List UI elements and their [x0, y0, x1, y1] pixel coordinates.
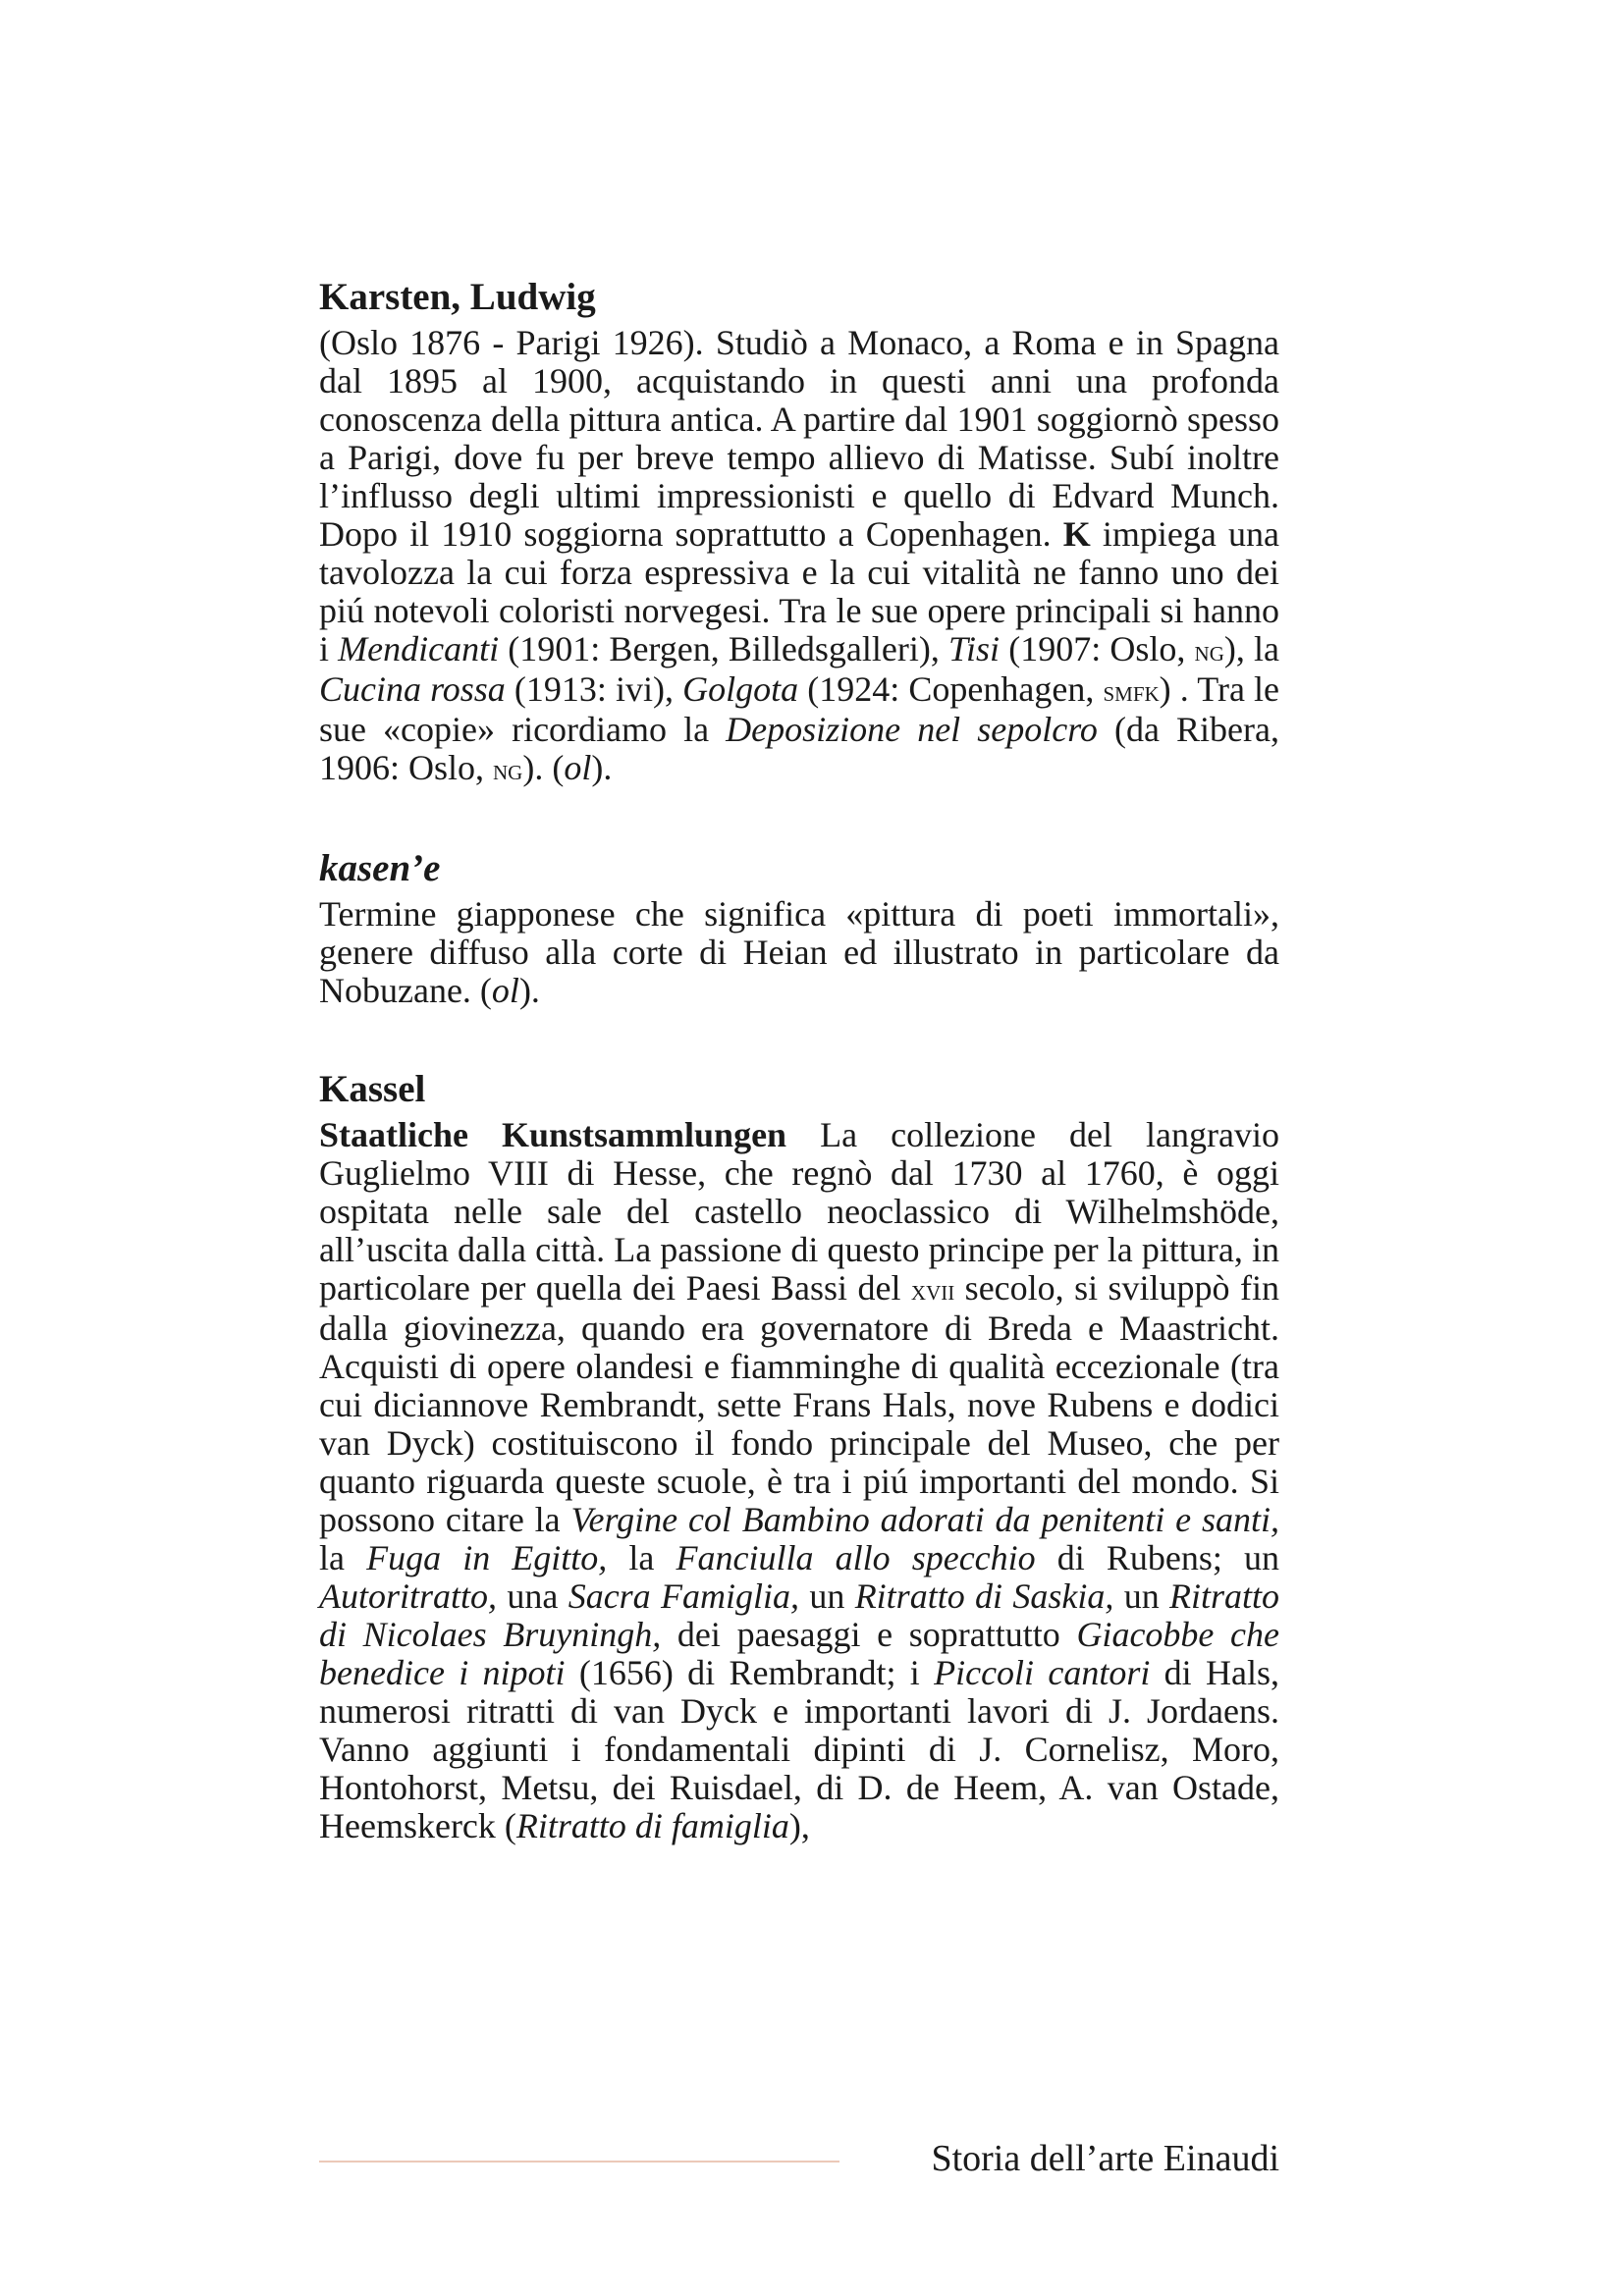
text-run: (1656) di Rembrandt; i [565, 1653, 935, 1692]
text-run: un [1113, 1576, 1170, 1616]
text-run: un [799, 1576, 855, 1616]
page-content [319, 275, 1279, 1902]
text-run: impiega una tavolozza la cui forza espressiva e la cui vitalità ne fanno uno dei piú notevoli coloristi norvegesi. Tra le sue opere principali si hanno i [319, 514, 1279, 668]
entry-kassel [319, 1067, 1279, 1845]
entry-kasene [319, 846, 1279, 1010]
italic-run: Deposizione nel sepolcro [726, 710, 1098, 749]
text-run: (1924: Copenhagen, [798, 669, 1104, 709]
text-run: (Oslo 1876 - Parigi 1926). Studiò a Monaco, a Roma e in Spagna dal 1895 al 1900, acquistando in questi anni una profonda conoscenza della pittura antica. A partire dal 1901 soggiornò spesso a Parigi, dove fu per breve tempo allievo di Matisse. Subí inoltre l’influsso degli ultimi impressionisti e quello di Edvard Munch. Dopo il 1910 soggiorna soprattutto a Copenhagen. [319, 323, 1279, 554]
abbreviation: ng [493, 754, 523, 786]
italic-run: Fanciulla allo specchio [676, 1538, 1036, 1577]
text-run: secolo, si sviluppò fin dalla giovinezza, quando era governatore di Breda e Maastricht. Acquisti di opere olandesi e fiamminghe di qualità eccezionale (tra cui diciannove Rembrandt, sette Frans Hals, nove Rubens e dodici van Dyck) costituiscono il fondo principale del Museo, che per quanto riguarda queste scuole, è tra i piú importanti del mondo. Si possono citare la [319, 1268, 1279, 1539]
footer-rule [319, 2161, 839, 2163]
italic-run: Piccoli cantori [934, 1653, 1151, 1692]
text-run: di Hals, numerosi ritratti di van Dyck e importanti lavori di J. Jordaens. Vanno aggiunti i fondamentali dipinti di J. Cornelisz, Moro, Hontohorst, Metsu, dei Ruisdael, di D. de Heem, A. van Ostade, Heemskerck ( [319, 1653, 1279, 1845]
text-run: (1907: Oslo, [1000, 629, 1195, 668]
italic-run: Sacra Famiglia, [568, 1576, 800, 1616]
text-run: Termine giapponese che significa «pittura di poeti immortali», genere diffuso alla corte di Heian ed illustrato in particolare da Nobuzane. ( [319, 894, 1279, 1010]
bold-run: K [1062, 514, 1091, 554]
text-run: (da Ribera, 1906: Oslo, [319, 710, 1279, 787]
text-run: una [497, 1576, 568, 1616]
text-run: la [607, 1538, 676, 1577]
text-run: ), [788, 1806, 810, 1845]
text-run: di Rubens; un [1035, 1538, 1279, 1577]
italic-run: Autoritratto, [319, 1576, 498, 1616]
italic-run: Ritratto di Nicolaes Bruyningh, [319, 1576, 1280, 1654]
text-run: (1901: Bergen, Billedsgalleri), [499, 629, 948, 668]
text-run: dei paesaggi e soprattutto [661, 1615, 1077, 1654]
italic-run: ol [491, 971, 519, 1010]
italic-run: Ritratto di Saskia, [854, 1576, 1114, 1616]
italic-run: Fuga in Egitto, [366, 1538, 608, 1577]
italic-run: Giacobbe che benedice i nipoti [319, 1615, 1280, 1692]
footer-publisher: Storia dell’arte Einaudi [931, 2138, 1279, 2179]
abbreviation: smfk [1103, 675, 1160, 708]
italic-run: Golgota [682, 669, 799, 709]
bold-run: Staatliche Kunstsammlungen [319, 1115, 787, 1154]
page-footer [319, 2137, 1279, 2184]
text-run: la [319, 1538, 367, 1577]
abbreviation: ng [1194, 635, 1224, 667]
text-run: ). ( [522, 748, 565, 787]
text-run: ), la [1223, 629, 1279, 668]
entry-karsten [319, 275, 1279, 789]
text-run: (1913: ivi), [505, 669, 683, 709]
italic-run: Mendicanti [338, 629, 500, 668]
entry-title: kasen’e [319, 847, 441, 889]
entry-body [319, 324, 1279, 789]
italic-run: Cucina rossa [319, 669, 506, 709]
italic-run: Vergine col Bambino adorati da penitenti e santi, [570, 1500, 1279, 1539]
entry-body [319, 895, 1279, 1010]
italic-run: Tisi [948, 629, 1001, 668]
italic-run: Ritratto di famiglia [515, 1806, 789, 1845]
abbreviation: xvii [910, 1274, 955, 1307]
text-run: ). [591, 748, 613, 787]
text-run: ). [518, 971, 540, 1010]
text-run: La collezione del langravio Guglielmo VIII di Hesse, che regnò dal 1730 al 1760, è oggi ospitata nelle sale del castello neoclassico di Wilhelmshöde, all’uscita dalla città. La passione di questo principe per la pittura, in particolare per quella dei Paesi Bassi del [319, 1115, 1279, 1308]
entry-title: Karsten, Ludwig [319, 276, 596, 318]
entry-body [319, 1116, 1279, 1845]
entry-title: Kassel [319, 1068, 426, 1110]
italic-run: ol [564, 748, 592, 787]
text-run: ) . Tra le sue «copie» ricordiamo la [319, 669, 1280, 749]
